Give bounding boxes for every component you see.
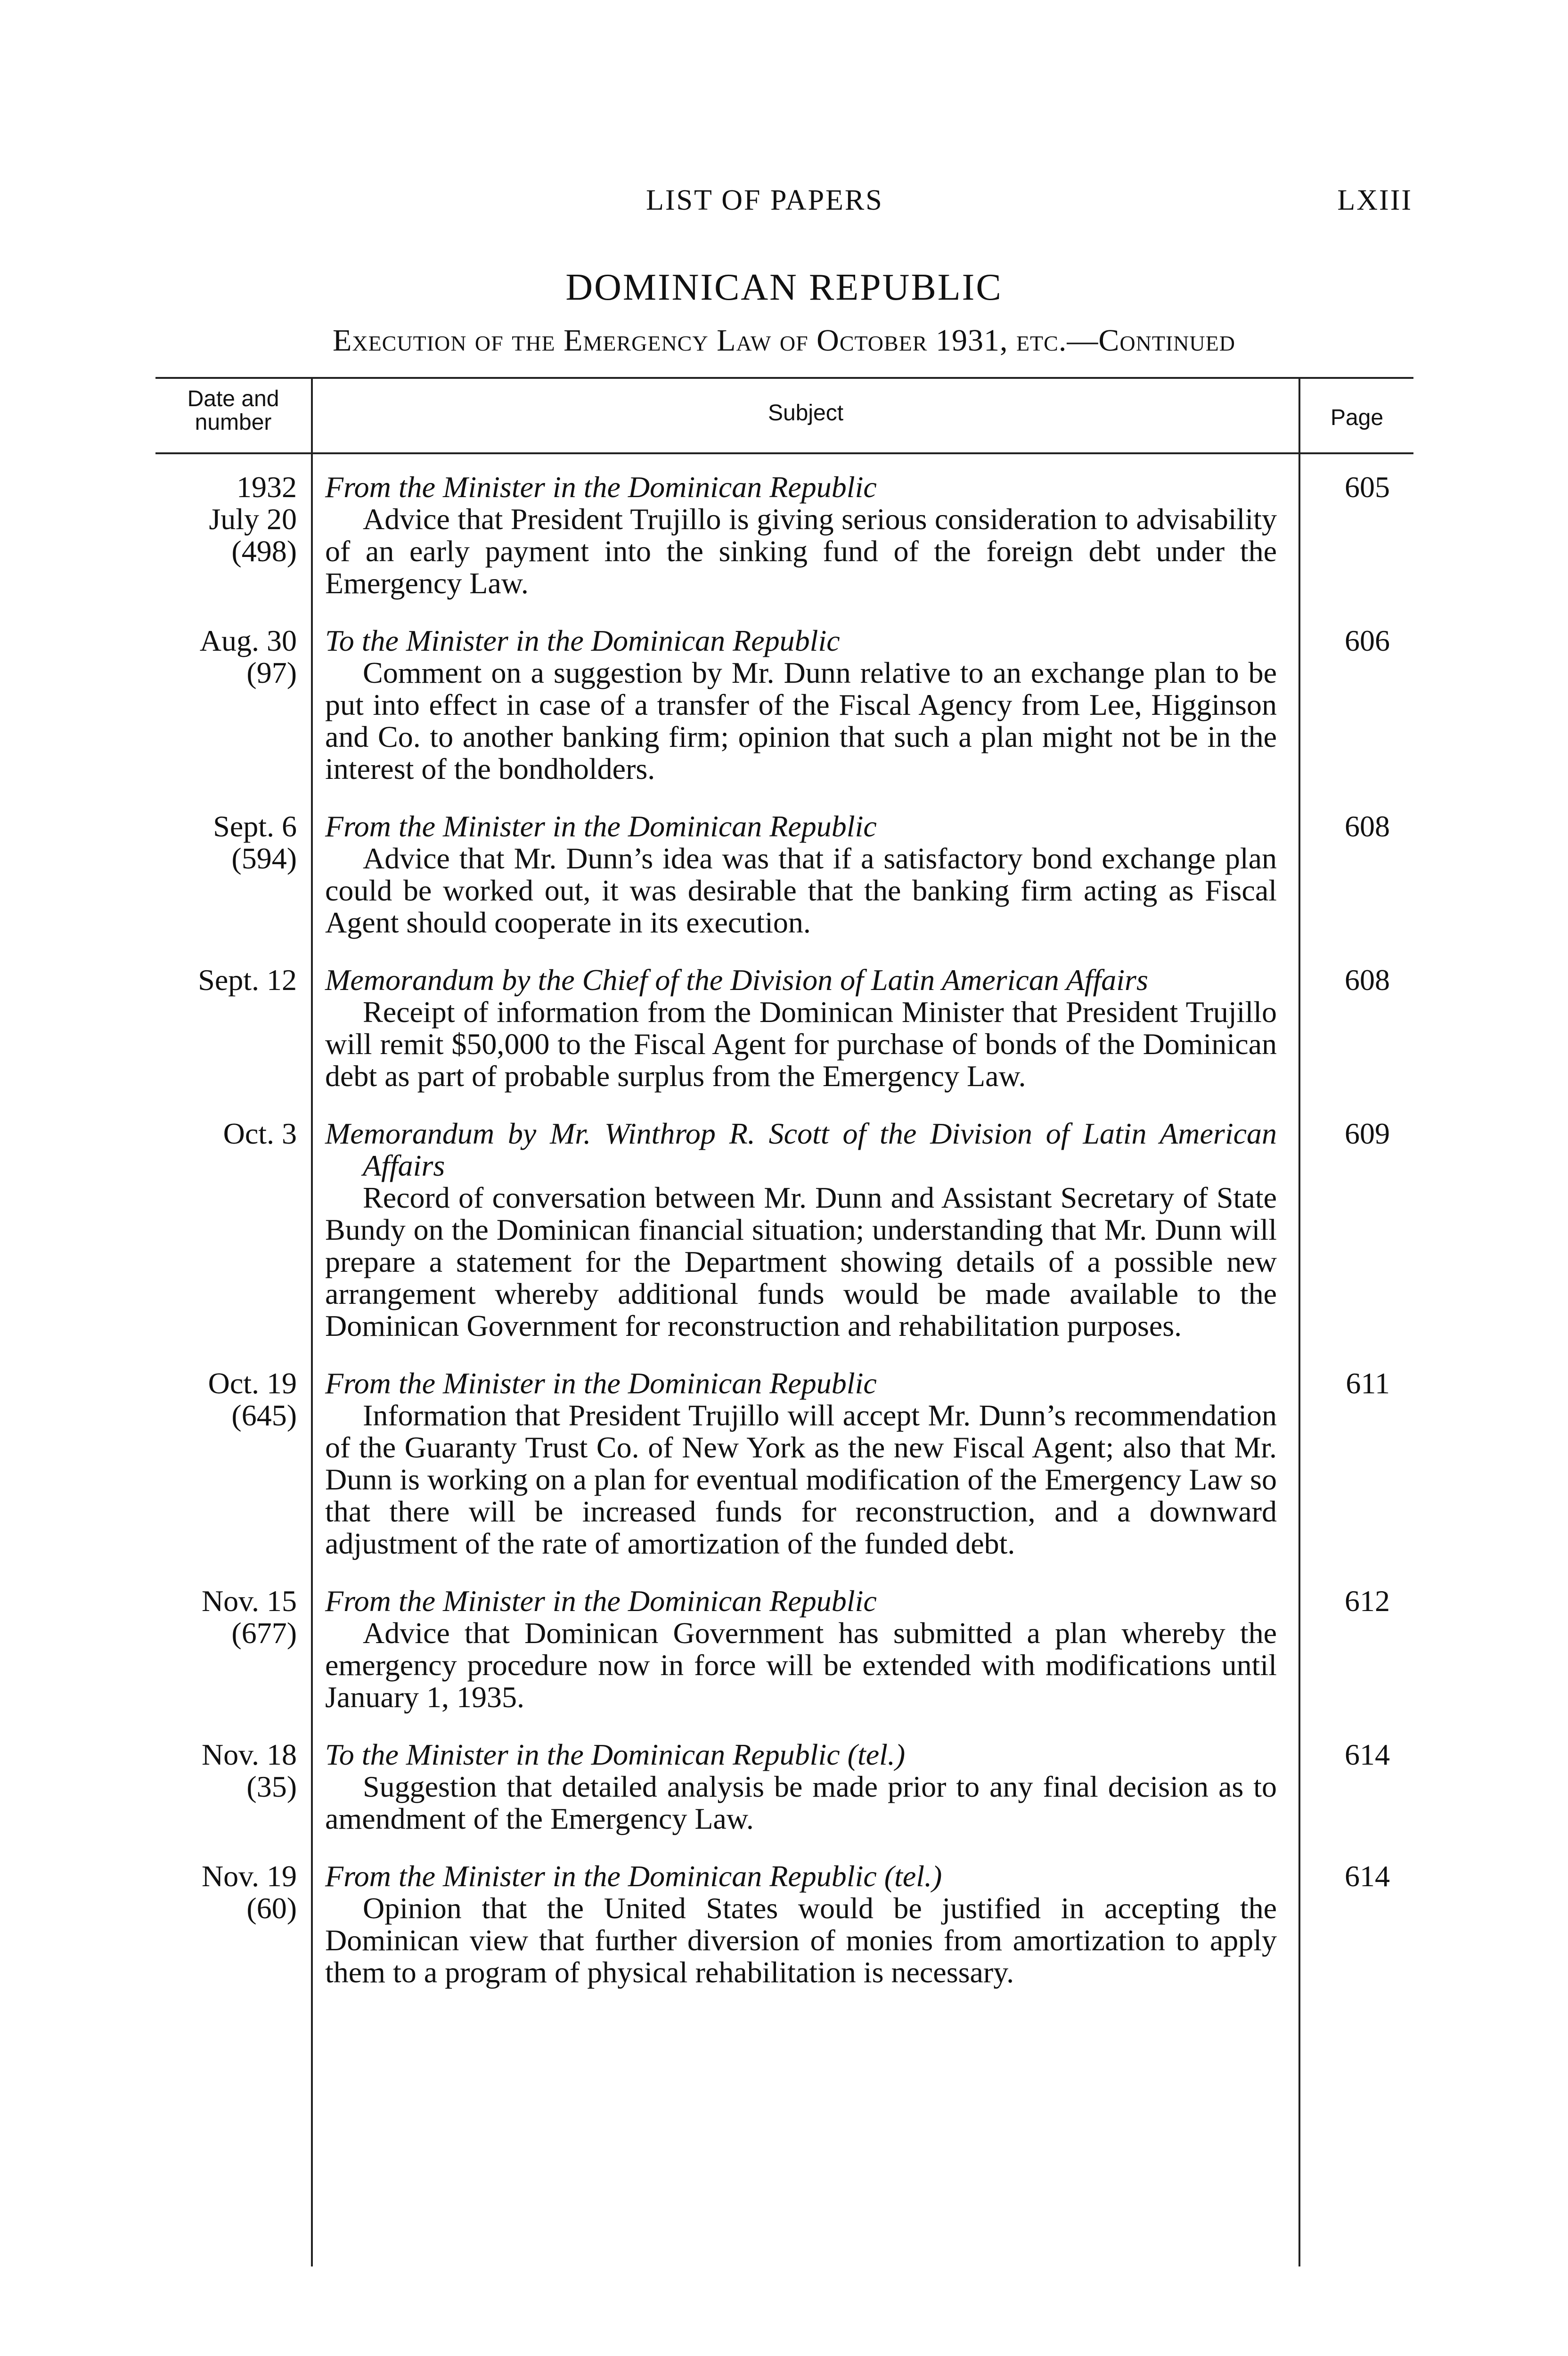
entry-correspondent: From the Minister in the Dominican Republic: [325, 810, 877, 843]
entry-date: [155, 1585, 297, 1713]
entry-correspondent: Memorandum by the Chief of the Division of Latin American Affairs: [325, 963, 1148, 997]
entry-correspondent: To the Minister in the Dominican Republic (tel.): [325, 1738, 906, 1771]
entry-subject: [325, 471, 1277, 599]
table-row: [155, 1860, 1413, 1988]
entry-page: 614: [1345, 1738, 1390, 1771]
entry-page: 612: [1345, 1584, 1390, 1618]
entry-summary: Advice that President Trujillo is giving serious consideration to advisability of an early payment into the sinking fund of the foreign debt under the Emergency Law.: [325, 502, 1277, 600]
entry-summary: Comment on a suggestion by Mr. Dunn relative to an exchange plan to be put into effect in case of a transfer of the Fiscal Agency from Lee, Higginson and Co. to another banking firm; opinion that such a plan might not be in the interest of the bondholders.: [325, 656, 1277, 785]
entry-summary: Advice that Mr. Dunn’s idea was that if a satisfactory bond exchange plan could be worked out, it was desirable that the banking firm acting as Fiscal Agent should cooperate in its execution.: [325, 842, 1277, 939]
entry-date: [155, 1860, 297, 1988]
entry-number: (97): [246, 656, 297, 689]
entry-date: [155, 964, 297, 1092]
table-row: [155, 1585, 1413, 1713]
papers-table: [155, 377, 1413, 2266]
table-row: [155, 1118, 1413, 1342]
page-header: [0, 184, 1568, 221]
running-title: LIST OF PAPERS: [646, 184, 883, 216]
column-header-date-line1: Date and: [187, 386, 279, 411]
column-header-date: [155, 387, 311, 434]
entry-subject: [325, 964, 1277, 1092]
entry-number: (35): [246, 1770, 297, 1803]
entry-number: (677): [231, 1616, 297, 1650]
entry-summary: Opinion that the United States would be justified in accepting the Dominican view that further diversion of monies from amortization to apply them to a program of physical rehabilitation is necessary.: [325, 1891, 1277, 1989]
entry-subject: [325, 625, 1277, 785]
entry-summary: Suggestion that detailed analysis be made prior to any final decision as to amendment of the Emergency Law.: [325, 1770, 1277, 1835]
entry-date2: Oct. 19: [208, 1366, 297, 1400]
entry-page: 605: [1345, 470, 1390, 504]
entry-date2: Oct. 3: [223, 1117, 297, 1150]
header-bottom-rule: [155, 452, 1413, 454]
column-header-subject: Subject: [768, 401, 844, 425]
entry-page: 611: [1346, 1366, 1390, 1400]
entry-subject: [325, 1860, 1277, 1988]
entry-date2: Nov. 19: [201, 1859, 297, 1893]
entry-correspondent: From the Minister in the Dominican Republic (tel.): [325, 1859, 942, 1893]
entry-date: [155, 471, 297, 599]
entry-summary: Information that President Trujillo will accept Mr. Dunn’s recommendation of the Guaranty Trust Co. of New York as the new Fiscal Agent; also that Mr. Dunn is working on a plan for eventual modification of the Emergency Law so that there will be increased funds for reconstruction, and a downward adjustment of the rate of amortization of the funded debt.: [325, 1399, 1277, 1560]
table-row: [155, 964, 1413, 1092]
entry-number: (645): [231, 1399, 297, 1432]
table-row: [155, 1739, 1413, 1835]
entry-number: (594): [231, 842, 297, 875]
entry-number: (498): [231, 534, 297, 568]
entry-date2: July 20: [209, 502, 297, 536]
entry-correspondent: From the Minister in the Dominican Republic: [325, 470, 877, 504]
entry-date: [155, 810, 297, 939]
country-heading: DOMINICAN REPUBLIC: [565, 267, 1003, 308]
table-row: [155, 471, 1413, 599]
column-header-page: Page: [1330, 405, 1384, 430]
table-row: [155, 625, 1413, 785]
entry-page: 608: [1345, 810, 1390, 843]
entry-date2: Nov. 15: [201, 1584, 297, 1618]
entry-date: [155, 625, 297, 785]
table-top-rule: [155, 377, 1413, 379]
entry-date2: Sept. 12: [198, 963, 297, 997]
entry-subject: [325, 1585, 1277, 1713]
entry-date2: Aug. 30: [199, 624, 297, 657]
entry-summary: Receipt of information from the Dominican Minister that President Trujillo will remit $50,000 to the Fiscal Agent for purchase of bonds of the Dominican debt as part of probable surplus from the Emergency Law.: [325, 995, 1277, 1093]
entry-date: [155, 1367, 297, 1560]
entry-correspondent: From the Minister in the Dominican Republic: [325, 1366, 877, 1400]
entry-date2: Nov. 18: [201, 1738, 297, 1771]
entry-date: [155, 1118, 297, 1342]
entry-page: 614: [1345, 1859, 1390, 1893]
entry-subject: [325, 1739, 1277, 1835]
column-header-date-line2: number: [195, 410, 272, 435]
page-number: LXIII: [1337, 184, 1413, 216]
section-title: Execution of the Emergency Law of October 1931, etc.—Continued: [333, 323, 1235, 358]
table-row: [155, 810, 1413, 939]
entry-number: (60): [246, 1891, 297, 1925]
entry-date2: Sept. 6: [213, 810, 297, 843]
entry-page: 608: [1345, 963, 1390, 997]
entry-correspondent: From the Minister in the Dominican Republic: [325, 1584, 877, 1618]
entry-correspondent: Memorandum by Mr. Winthrop R. Scott of the Division of Latin American Affairs: [325, 1117, 1277, 1182]
table-body: [155, 471, 1413, 2014]
entry-summary: Record of conversation between Mr. Dunn and Assistant Secretary of State Bundy on the Dominican financial situation; understanding that Mr. Dunn will prepare a statement for the Department showing details of a possible new arrangement whereby additional funds would be made available to the Dominican Government for reconstruction and rehabilitation purposes.: [325, 1181, 1277, 1342]
entry-page: 606: [1345, 624, 1390, 657]
entry-summary: Advice that Dominican Government has submitted a plan whereby the emergency procedure now in force will be extended with modifications until January 1, 1935.: [325, 1616, 1277, 1714]
entry-subject: [325, 1118, 1277, 1342]
entry-correspondent: To the Minister in the Dominican Republic: [325, 624, 840, 657]
table-row: [155, 1367, 1413, 1560]
entry-date: [155, 1739, 297, 1835]
entry-date: 1932: [237, 470, 297, 504]
entry-subject: [325, 810, 1277, 939]
entry-subject: [325, 1367, 1277, 1560]
entry-page: 609: [1345, 1117, 1390, 1150]
